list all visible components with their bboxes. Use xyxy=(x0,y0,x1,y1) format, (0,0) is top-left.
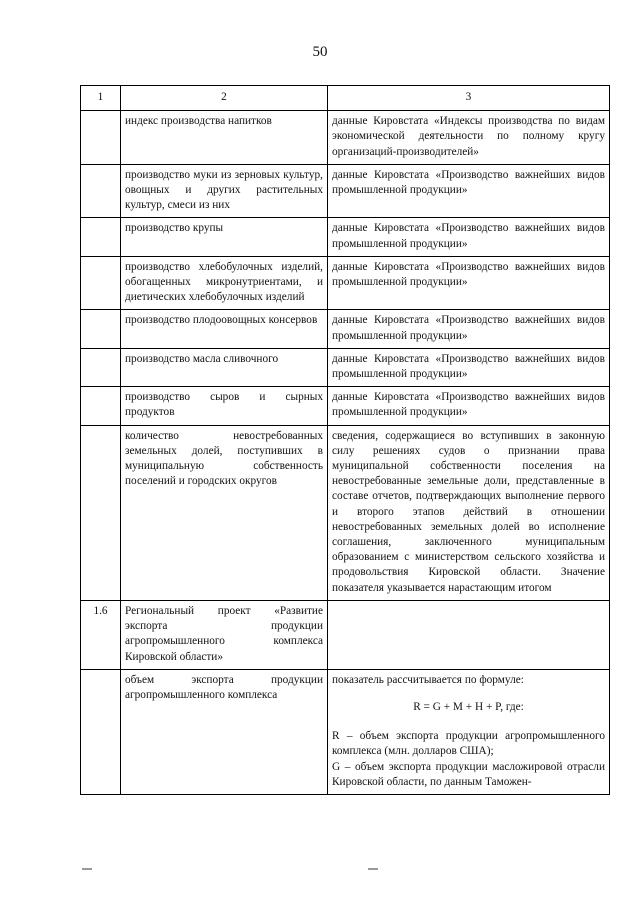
indicator-cell: производство муки из зерновых культур, овощных и других растительных культур, смеси из них xyxy=(121,164,328,218)
table-row xyxy=(81,387,610,425)
header-col-1: 1 xyxy=(81,86,121,111)
source-cell: данные Кировстата «Производство важнейших видов промышленной продукции» xyxy=(328,348,610,386)
indicator-table xyxy=(80,85,610,795)
bottom-mark-left xyxy=(82,868,92,870)
formula-intro: показатель рассчитывается по формуле: xyxy=(332,673,524,686)
table-row xyxy=(81,600,610,669)
indicator-cell: производство хлебобулочных изделий, обогащенных микронутриентами, и диетических хлебобулочных изделий xyxy=(121,256,328,310)
source-cell: данные Кировстата «Производство важнейших видов промышленной продукции» xyxy=(328,164,610,218)
row-number xyxy=(81,387,121,425)
header-col-2: 2 xyxy=(121,86,328,111)
table-row xyxy=(81,425,610,600)
table-row xyxy=(81,348,610,386)
source-cell: сведения, содержащиеся во вступивших в законную силу решениях судов о признании права муниципальной собственности поселения на невостребованные земельные доли, представленные в составе отчетов, подтверждающих выполнение первого и второго этапов действий в отношении невостребованных земельных долей во исполнение соглашения, заключенного муниципальным образованием с министерством сельского хозяйства и продовольствия Кировской области. Значение показателя указывается нарастающим итогом xyxy=(328,425,610,600)
indicator-cell: производство крупы xyxy=(121,218,328,256)
header-row xyxy=(81,86,610,111)
indicator-cell: производство сыров и сырных продуктов xyxy=(121,387,328,425)
source-cell: данные Кировстата «Производство важнейших видов промышленной продукции» xyxy=(328,256,610,310)
source-cell: данные Кировстата «Производство важнейших видов промышленной продукции» xyxy=(328,310,610,348)
source-cell: данные Кировстата «Производство важнейших видов промышленной продукции» xyxy=(328,218,610,256)
source-cell: данные Кировстата «Индексы производства по видам экономической деятельности по полному кругу организаций-производителей» xyxy=(328,111,610,165)
row-number xyxy=(81,348,121,386)
indicator-cell: индекс производства напитков xyxy=(121,111,328,165)
indicator-cell: производство плодоовощных консервов xyxy=(121,310,328,348)
source-cell xyxy=(328,669,610,794)
table-row xyxy=(81,111,610,165)
indicator-cell: количество невостребованных земельных долей, поступивших в муниципальную собственность поселений и городских округов xyxy=(121,425,328,600)
table-row xyxy=(81,256,610,310)
header-col-3: 3 xyxy=(328,86,610,111)
indicator-cell: производство масла сливочного xyxy=(121,348,328,386)
indicator-cell: объем экспорта продукции агропромышленного комплекса xyxy=(121,669,328,794)
source-cell: данные Кировстата «Производство важнейших видов промышленной продукции» xyxy=(328,387,610,425)
row-number xyxy=(81,111,121,165)
row-number xyxy=(81,164,121,218)
row-number xyxy=(81,218,121,256)
row-number xyxy=(81,669,121,794)
table-row xyxy=(81,164,610,218)
formula-definition: R – объем экспорта продукции агропромышленного комплекса (млн. долларов США); xyxy=(332,730,605,758)
row-number xyxy=(81,310,121,348)
row-number: 1.6 xyxy=(81,600,121,669)
formula: R = G + M + H + P, где: xyxy=(413,700,524,713)
row-number xyxy=(81,425,121,600)
table-row xyxy=(81,669,610,794)
bottom-mark-right xyxy=(368,868,378,870)
row-number xyxy=(81,256,121,310)
page-number: 50 xyxy=(312,44,328,60)
indicator-cell: Региональный проект «Развитие экспорта продукции агропромышленного комплекса Кировской области» xyxy=(121,600,328,669)
formula-definition: G – объем экспорта продукции масложировой отрасли Кировской области, по данным Таможен- xyxy=(332,760,605,788)
source-cell xyxy=(328,600,610,669)
table-row xyxy=(81,310,610,348)
table-row xyxy=(81,218,610,256)
